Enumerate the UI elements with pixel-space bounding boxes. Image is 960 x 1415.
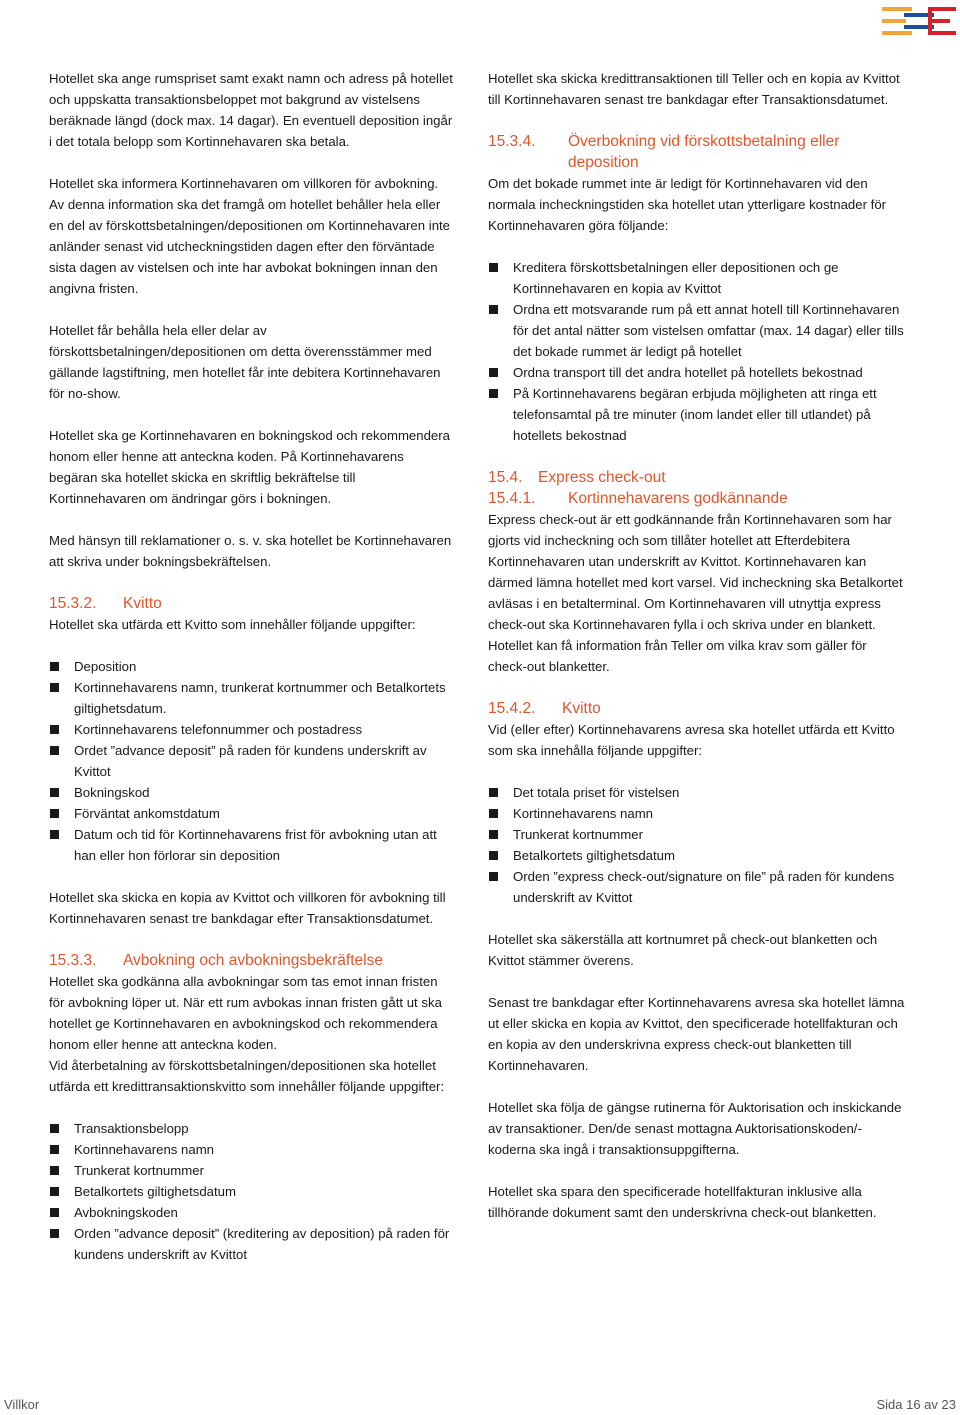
list-item: Kortinnehavarens namn [488,803,908,824]
section-heading-15-4-1: 15.4.1. Kortinnehavarens godkännande [488,490,788,507]
section-heading-15-4: 15.4. Express check-out [488,469,666,486]
list-item: Betalkortets giltighetsdatum [49,1181,454,1202]
list-item: Avbokningskoden [49,1202,454,1223]
paragraph: Senast tre bankdagar efter Kortinnehavarens avresa ska hotellet lämna ut eller skicka en kopia av Kvittot, den specificerade hotellfakturan och en kopia av den underskrivna express check-out blanketten till Kortinnehavaren. [488,995,905,1073]
list-item: Trunkerat kortnummer [49,1160,454,1181]
logo-icon [882,5,956,37]
bullet-list [488,257,908,446]
paragraph: Hotellet ska skicka kredittransaktionen till Teller och en kopia av Kvittot till Kortinnehavaren senast tre bankdagar efter Transaktionsdatumet. [488,71,900,107]
left-column [49,68,454,1286]
paragraph: Hotellet ska utfärda ett Kvitto som innehåller följande uppgifter: [49,617,416,632]
paragraph: Hotellet ska säkerställa att kortnumret på check-out blanketten och Kvittot stämmer överens. [488,932,878,968]
paragraph: Hotellet ska ange rumspriset samt exakt namn och adress på hotellet och uppskatta transaktionsbeloppet mot bakgrund av vistelsens beräknade längd (dock max. 14 dagar). En eventuell deposition ingår i det totala belopp som Kortinnehavaren ska betala. [49,71,453,149]
paragraph: Hotellet får behålla hela eller delar av förskottsbetalningen/depositionen om detta överensstämmer med gällande lagstiftning, men hotellet får inte debitera Kortinnehavaren för no-show. [49,323,441,401]
paragraph: Med hänsyn till reklamationer o. s. v. ska hotellet be Kortinnehavaren att skriva under bokningsbekräftelsen. [49,533,452,569]
right-column [488,68,908,1244]
list-item: Transaktionsbelopp [49,1118,454,1139]
list-item: Bokningskod [49,782,454,803]
bullet-list [49,1118,454,1265]
list-item: Kortinnehavarens namn [49,1139,454,1160]
list-item: Deposition [49,656,454,677]
list-item: Datum och tid för Kortinnehavarens frist för avbokning utan att han eller hon förlorar sin deposition [49,824,454,866]
bullet-list [488,782,908,908]
list-item: Orden ”express check-out/signature on file” på raden för kundens underskrift av Kvittot [488,866,908,908]
list-item: Betalkortets giltighetsdatum [488,845,908,866]
list-item: Kortinnehavarens telefonnummer och postadress [49,719,454,740]
paragraph: Hotellet ska spara den specificerade hotellfakturan inklusive alla tillhörande dokument samt den underskrivna check-out blanketten. [488,1184,877,1220]
list-item: Ordna transport till det andra hotellet på hotellets bekostnad [488,362,908,383]
footer-title: Villkor [4,1397,40,1412]
paragraph: Hotellet ska informera Kortinnehavaren om villkoren för avbokning. Av denna information ska det framgå om hotellet behåller hela eller en del av förskottsbetalningen/depositionen om Kortinnehavaren inte anländer senast vid utcheckningstiden dagen efter den förväntade sista dagen av vistelsen och inte har avbokat bokningen innan den angivna fristen. [49,176,451,296]
list-item: Ordet ”advance deposit” på raden för kundens underskrift av Kvittot [49,740,454,782]
page-number: Sida 16 av 23 [876,1397,956,1412]
section-heading-15-3-3: 15.3.3. Avbokning och avbokningsbekräftelse [49,952,383,969]
paragraph: Vid (eller efter) Kortinnehavarens avresa ska hotellet utfärda ett Kvitto som ska innehålla följande uppgifter: [488,722,895,758]
section-heading-15-3-4: 15.3.4. Överbokning vid förskottsbetalning eller deposition [488,133,840,171]
list-item: Trunkerat kortnummer [488,824,908,845]
paragraph: Express check-out är ett godkännande från Kortinnehavaren som har gjorts vid incheckning och som tillåter hotellet att Efterdebitera Kortinnehavaren utan underskrift av Kvittot. Kortinnehavaren kan därmed lämna hotellet med kort varsel. Vid incheckning ska Betalkortet avläsas i en betalterminal. Om Kortinnehavaren vill utnyttja express check-out ska Kortinnehavaren fylla i och skriva under en blankett. Hotellet kan få information från Teller om vilka krav som gäller för check-out blanketter. [488,512,903,674]
bullet-list [49,656,454,866]
list-item: Orden ”advance deposit” (kreditering av deposition) på raden för kundens underskrift av Kvittot [49,1223,454,1265]
section-heading-15-3-2: 15.3.2. Kvitto [49,595,162,612]
paragraph: Hotellet ska skicka en kopia av Kvittot och villkoren för avbokning till Kortinnehavaren senast tre bankdagar efter Transaktionsdatumet. [49,890,446,926]
paragraph: Hotellet ska godkänna alla avbokningar som tas emot innan fristen för avbokning löper ut. När ett rum avbokas innan fristen gått ut ska hotellet ge Kortinnehavaren en avbokningskod och rekommendera honom eller henne att anteckna koden. [49,974,442,1052]
list-item: Kreditera förskottsbetalningen eller depositionen och ge Kortinnehavaren en kopia av Kvittot [488,257,908,299]
section-heading-15-4-2: 15.4.2. Kvitto [488,700,601,717]
list-item: Kortinnehavarens namn, trunkerat kortnummer och Betalkortets giltighetsdatum. [49,677,454,719]
paragraph: Hotellet ska följa de gängse rutinerna för Auktorisation och inskickande av transaktioner. Den/de senast mottagna Auktorisationskoden/-koderna ska ingå i transaktionsuppgifterna. [488,1100,902,1157]
list-item: Det totala priset för vistelsen [488,782,908,803]
paragraph: Vid återbetalning av förskottsbetalningen/depositionen ska hotellet utfärda ett kredittransaktionskvitto som innehåller följande uppgifter: [49,1058,445,1094]
list-item: Förväntat ankomstdatum [49,803,454,824]
list-item: På Kortinnehavarens begäran erbjuda möjligheten att ringa ett telefonsamtal på tre minuter (inom landet eller till utlandet) på hotellets bekostnad [488,383,908,446]
paragraph: Om det bokade rummet inte är ledigt för Kortinnehavaren vid den normala incheckningstiden ska hotellet utan ytterligare kostnader för Kortinnehavaren göra följande: [488,176,887,233]
list-item: Ordna ett motsvarande rum på ett annat hotell till Kortinnehavaren för det antal nätter som vistelsen omfattar (max. 14 dagar) eller tills det bokade rummet är ledigt på hotellet [488,299,908,362]
paragraph: Hotellet ska ge Kortinnehavaren en bokningskod och rekommendera honom eller henne att anteckna koden. På Kortinnehavarens begäran ska hotellet skicka en skriftlig bekräftelse till Kortinnehavaren om ändringar görs i bokningen. [49,428,450,506]
